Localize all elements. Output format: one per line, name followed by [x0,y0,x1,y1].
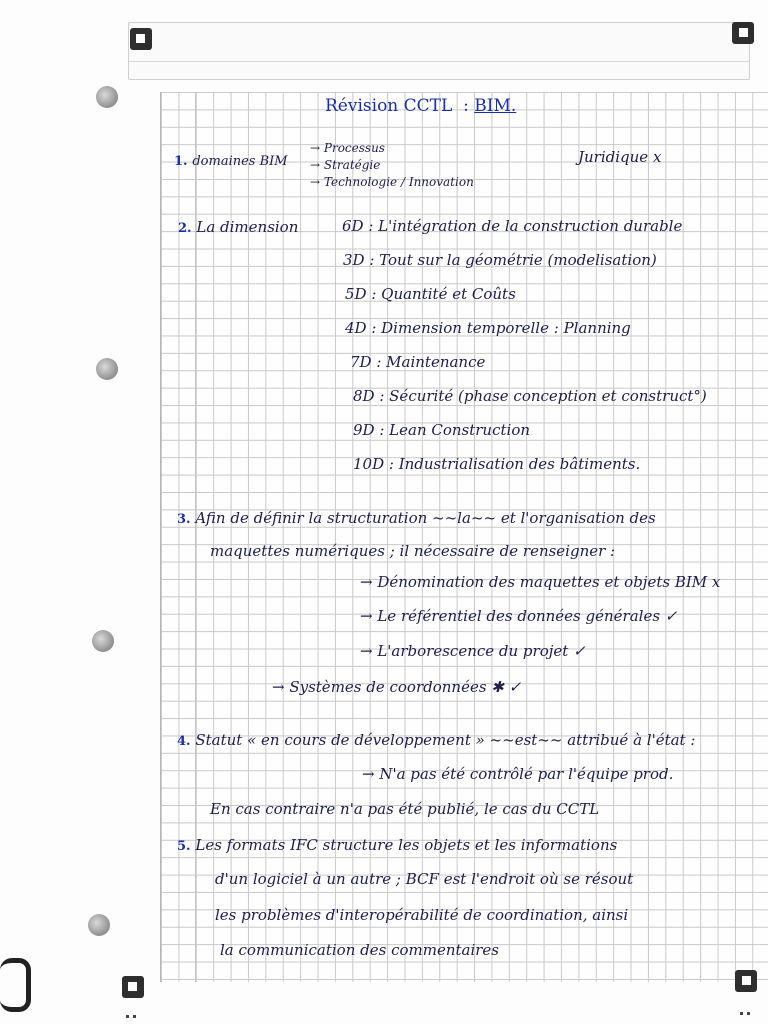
section-1-item: → Stratégie [310,158,381,172]
corner-marker-icon [732,22,754,44]
dimension-item: 7D : Maintenance [350,353,486,371]
section-2-heading: 2. La dimension [178,218,299,236]
section-5-line: les problèmes d'interopérabilité de coordination, ainsi [215,906,629,924]
section-4-line: En cas contraire n'a pas été publié, le cas du CCTL [210,800,600,818]
section-1-aside: Juridique x [578,148,662,166]
punch-hole [96,86,118,108]
section-1-item: → Technologie / Innovation [310,175,474,189]
section-4-line: 4. Statut « en cours de développement » ~~est~~ attribué à l'état : [177,731,696,749]
corner-marker-icon [735,970,757,992]
punch-hole [88,914,110,936]
section-3-item: → L'arborescence du projet ✓ [360,642,586,660]
section-3-item: → Le référentiel des données générales ✓ [360,607,678,625]
dimension-item: 9D : Lean Construction [353,421,531,439]
corner-marker-icon [122,976,144,998]
page-title: Révision CCTL : BIM. [325,96,517,116]
section-3-item: → Systèmes de coordonnées ✱ ✓ [272,678,522,696]
binder-clip-icon [0,958,31,1012]
section-5-line: la communication des commentaires [220,941,500,959]
section-5-line: d'un logiciel à un autre ; BCF est l'endroit où se résout [215,870,634,888]
punch-hole [96,358,118,380]
section-1-heading: 1. domaines BIM [174,154,288,169]
dimension-item: 6D : L'intégration de la construction durable [342,217,683,235]
dimension-item: 5D : Quantité et Coûts [345,285,516,303]
dimension-item: 4D : Dimension temporelle : Planning [345,319,631,337]
dimension-item: 8D : Sécurité (phase conception et construct°) [353,387,707,405]
header-box [128,22,750,80]
dimension-item: 10D : Industrialisation des bâtiments. [353,455,641,473]
section-4-line: → N'a pas été contrôlé par l'équipe prod. [362,765,674,783]
section-5-line: 5. Les formats IFC structure les objets et les informations [177,836,618,854]
section-1-item: → Processus [310,141,385,155]
corner-marker-icon [130,28,152,50]
section-3-line: maquettes numériques ; il nécessaire de renseigner : [210,542,616,560]
dots-mark [740,1000,760,1004]
dimension-item: 3D : Tout sur la géométrie (modelisation) [343,251,657,269]
dots-mark [126,1003,146,1007]
section-3-line: 3. Afin de définir la structuration ~~la~~ et l'organisation des [177,509,656,527]
section-3-item: → Dénomination des maquettes et objets BIM x [360,573,721,591]
punch-hole [92,630,114,652]
